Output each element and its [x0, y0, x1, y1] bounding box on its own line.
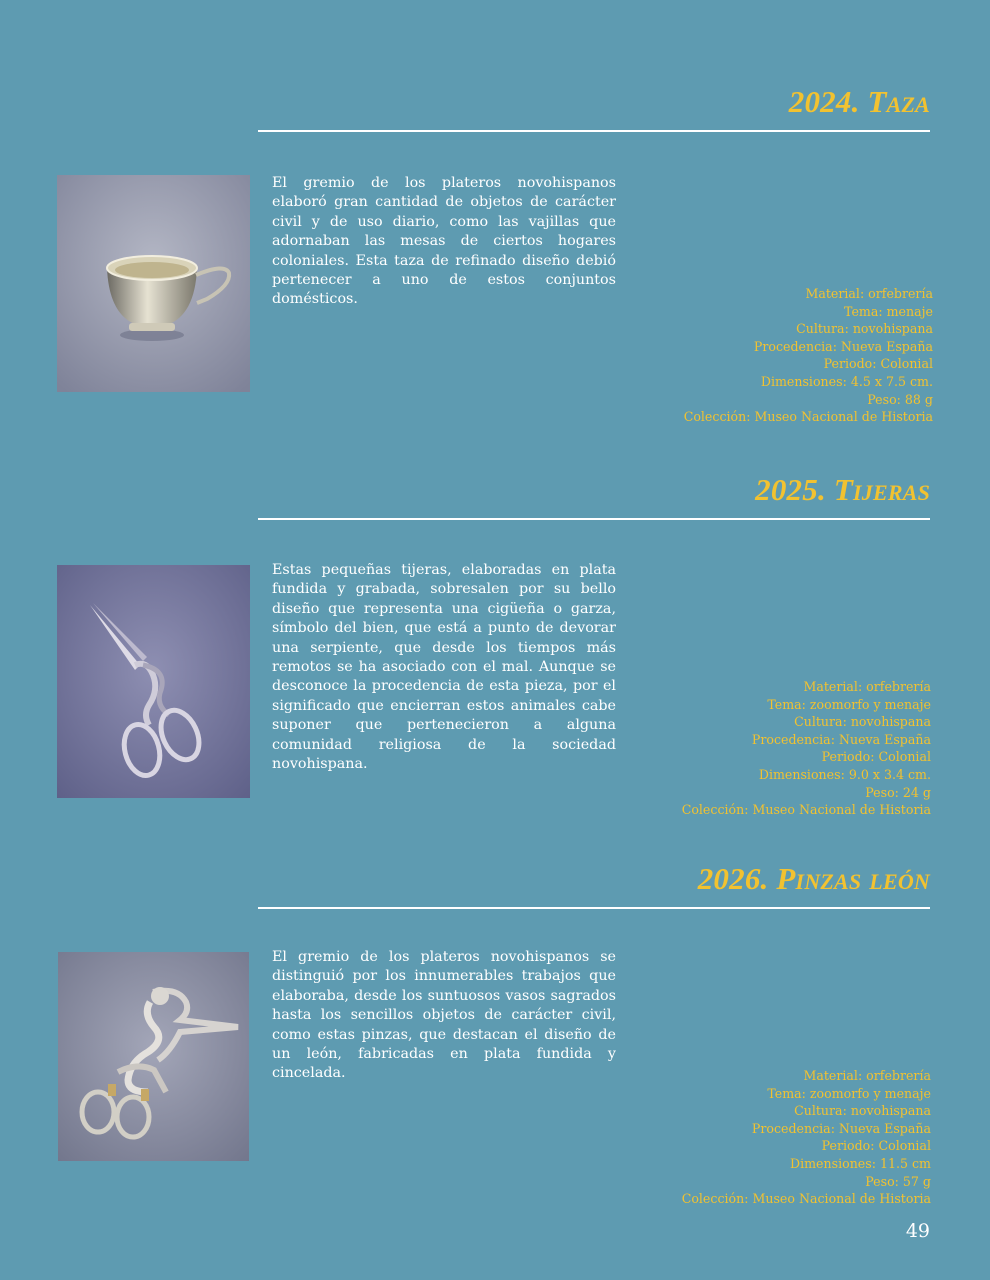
spec-cultura: Cultura: novohispana [796, 321, 933, 337]
item-specs [603, 285, 933, 426]
scissors-image [57, 565, 250, 798]
spec-tema: Tema: zoomorfo y menaje [767, 1085, 931, 1101]
spec-periodo: Periodo: Colonial [821, 1138, 931, 1154]
tongs-image [58, 952, 249, 1161]
item-description: El gremio de los plateros novohispanos se distinguió por los innumerables trabajos que elaboraba, desde los suntuosos vasos sagrados hasta los sencillos objetos de carácter civil, como estas pinzas, que destacan el diseño de un león, fabricadas en plata fundida y cincelada. [272, 949, 616, 1082]
spec-periodo: Periodo: Colonial [821, 749, 931, 765]
spec-tema: Tema: zoomorfo y menaje [767, 696, 931, 712]
entry-title [755, 472, 930, 508]
spec-coleccion: Colección: Museo Nacional de Historia [683, 409, 933, 425]
entry-title [789, 84, 930, 120]
page-number: 49 [905, 1220, 930, 1242]
spec-peso: Peso: 88 g [867, 391, 933, 407]
spec-cultura: Cultura: novohispana [794, 1103, 931, 1119]
cup-image [57, 175, 250, 392]
entry-number: 2024. [788, 84, 860, 119]
item-photo [57, 565, 250, 798]
item-photo [57, 175, 250, 392]
entry-number: 2026. [697, 861, 769, 896]
spec-coleccion: Colección: Museo Nacional de Historia [681, 802, 931, 818]
item-description: El gremio de los plateros novohispanos elaboró gran cantidad de objetos de carácter civil y de uso diario, como las vajillas que adornaban las mesas de ciertos hogares coloniales. Esta taza de refinado diseño debió pertenecer a uno de estos conjuntos domésticos. [272, 175, 616, 308]
spec-dimensiones: Dimensiones: 9.0 x 3.4 cm. [758, 766, 931, 782]
spec-peso: Peso: 24 g [865, 784, 931, 800]
spec-peso: Peso: 57 g [865, 1173, 931, 1189]
title-divider [258, 907, 930, 909]
spec-cultura: Cultura: novohispana [794, 714, 931, 730]
entry-name: Tijeras [833, 472, 930, 507]
spec-tema: Tema: menaje [844, 303, 933, 319]
spec-coleccion: Colección: Museo Nacional de Historia [681, 1191, 931, 1207]
item-specs [601, 1067, 931, 1208]
spec-material: Material: orfebrería [803, 679, 931, 694]
spec-procedencia: Procedencia: Nueva España [751, 731, 931, 747]
spec-material: Material: orfebrería [803, 1068, 931, 1083]
item-photo [58, 952, 249, 1161]
title-divider [258, 130, 930, 132]
spec-material: Material: orfebrería [805, 286, 933, 301]
entry-name: Taza [867, 84, 930, 119]
entry-number: 2025. [755, 472, 826, 507]
title-divider [258, 518, 930, 520]
entry-name: Pinzas león [776, 861, 930, 896]
spec-procedencia: Procedencia: Nueva España [753, 338, 933, 354]
spec-procedencia: Procedencia: Nueva España [751, 1120, 931, 1136]
spec-dimensiones: Dimensiones: 11.5 cm [789, 1155, 931, 1171]
spec-dimensiones: Dimensiones: 4.5 x 7.5 cm. [760, 373, 933, 389]
entry-title [698, 861, 930, 897]
item-specs [601, 678, 931, 819]
item-description: Estas pequeñas tijeras, elaboradas en plata fundida y grabada, sobresalen por su bello diseño que representa una cigüeña o garza, símbolo del bien, que está a punto de devorar una serpiente, que desde los tiempos más remotos se ha asociado con el mal. Aunque se desconoce la procedencia de esta pieza, por el significado que encierran estos animales cabe suponer que pertenecieron a alguna comunidad religiosa de la sociedad novohispana. [272, 562, 616, 773]
spec-periodo: Periodo: Colonial [823, 356, 933, 372]
